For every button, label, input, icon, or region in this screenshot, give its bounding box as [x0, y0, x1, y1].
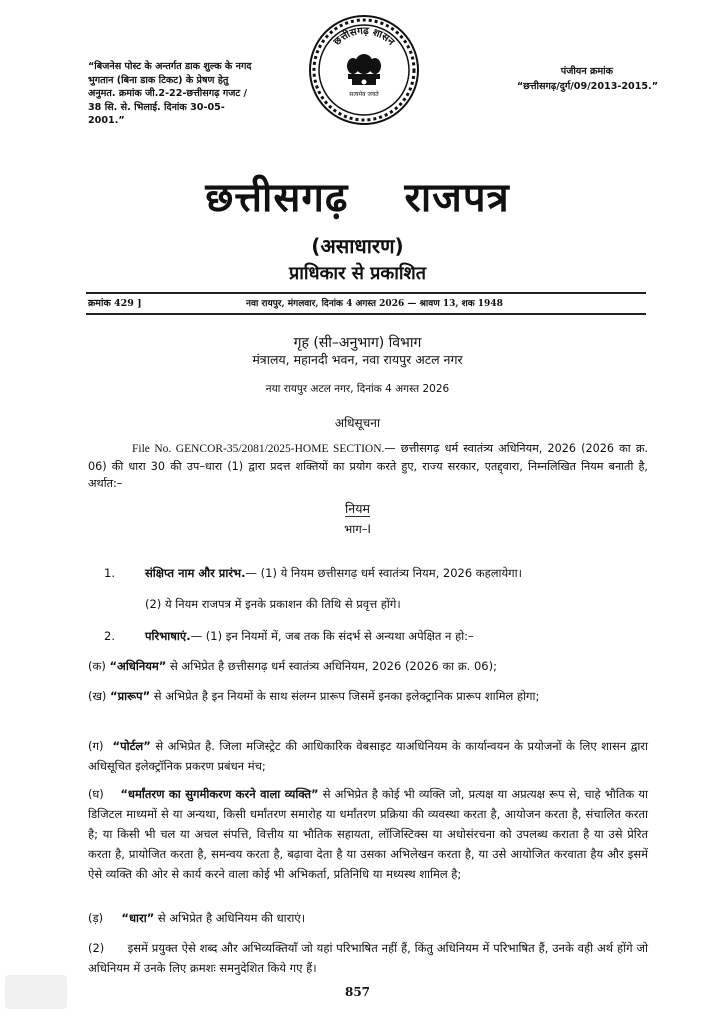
issue-number: क्रमांक 429 ] — [88, 298, 142, 309]
rule-1-text: — (1) ये नियम छत्तीसगढ़ धर्म स्वातंत्र्य नियम, 2026 कहलायेगा। — [245, 566, 522, 580]
state-emblem-seal — [308, 12, 420, 132]
rule-2-text: — (1) इन नियमों में, जब तक कि संदर्भ से अन्यथा अपेक्षित न हो:– — [190, 629, 474, 643]
definition-ga: (ग) “पोर्टल” से अभिप्रेत है. जिला मजिस्ट्रेट की आधिकारिक वेबसाइट याअधिनियम के कार्यान्वयन के प्रयोजनों के लिए शासन द्वारा अधिसूचित इलेक्ट्रॉनिक प्रकरण प्रबंधन मंच; — [88, 739, 648, 773]
definition-term: “प्रारूप” — [110, 689, 151, 703]
rule-1-subrule-2: (2) ये नियम राजपत्र में इनके प्रकाशन की तिथि से प्रवृत्त होंगे। — [145, 597, 401, 611]
registration-block — [478, 64, 658, 94]
definition-ka: (क) “अधिनियम” से अभिप्रेत है छत्तीसगढ़ धर्म स्वातंत्र्य अधिनियम, 2026 (2026 का क्र. 06); — [88, 659, 497, 673]
file-number: File No. GENCOR-35/2081/2025-HOME SECTION. — [132, 443, 385, 455]
rules-heading: नियम — [345, 501, 370, 516]
page-number: 857 — [344, 985, 371, 999]
definition-term: “धारा” — [121, 911, 155, 925]
gazette-extraordinary-label: (असाधारण) — [311, 234, 404, 258]
part-heading: भाग–I — [344, 522, 371, 536]
definition-nga: (ड़) “धारा” से अभिप्रेत है अधिनियम की धाराएं। — [88, 911, 306, 925]
definition-term: “धर्मांतरण का सुगमीकरण करने वाला व्यक्ति” — [120, 787, 319, 801]
rule-2-title: परिभाषाएं. — [145, 629, 191, 643]
definition-term: “अधिनियम” — [109, 659, 167, 673]
rule-2 — [145, 629, 474, 644]
gazette-title-state: छत्तीसगढ़ — [205, 175, 349, 221]
notification-place-date: नया रायपुर अटल नगर, दिनांक 4 अगस्त 2026 — [265, 383, 450, 395]
postal-permission-note: “बिजनेस पोस्ट के अन्तर्गत डाक शुल्क के नगद भुगतान (बिना डाक टिकट) के प्रेषण हेतु अनुमत. क्रमांक जी.2-22-छत्तीसगढ़ गजट / 38 सि. से. भिलाई. दिनांक 30-05-2001.” — [88, 61, 252, 126]
gazette-authority-label: प्राधिकार से प्रकाशित — [288, 263, 427, 284]
department-name: गृह (सी–अनुभाग) विभाग — [293, 335, 422, 351]
rule-2-number: 2. — [104, 629, 115, 643]
rule-1 — [145, 566, 522, 581]
intro-text: — छत्तीसगढ़ धर्म स्वातंत्र्य अधिनियम, 2026 (2026 का क्र. 06) की धारा 30 की उप–धारा (1) द्वारा प्रदत्त शक्तियों का प्रयोग करते हुए, राज्य सरकार, एतद्द्वारा, निम्नलिखित नियम बनाती है, अर्थात:– — [88, 442, 648, 490]
registration-label: पंजीयन क्रमांक — [560, 66, 613, 77]
emblem-motto: सत्यमेव जयते — [349, 91, 379, 98]
definition-kha: (ख) “प्रारूप” से अभिप्रेत है इन नियमों के साथ संलग्न प्रारूप जिसमें इनका इलेक्ट्रानिक प्रारूप शामिल होगा; — [88, 689, 540, 703]
definition-term: “पोर्टल” — [112, 739, 151, 753]
header-divider-top — [86, 292, 646, 294]
rule-1-title: संक्षिप्त नाम और प्रारंभ. — [145, 566, 246, 580]
header-divider-bottom — [86, 313, 646, 315]
rule-2-subrule-2: (2) इसमें प्रयुक्त ऐसे शब्द और अभिव्यक्तियाँ जो यहां परिभाषित नहीं हैं, किंतु अधिनियम में परिभाषित हैं, उनके वही अर्थ होंगे जो अधिनियम में उनके लिए क्रमशः समनुदेशित किये गए हैं। — [88, 941, 648, 975]
notification-heading: अधिसूचना — [334, 416, 381, 430]
definition-gha: (घ) “धर्मांतरण का सुगमीकरण करने वाला व्यक्ति” से अभिप्रेत है कोई भी व्यक्ति जो, प्रत्यक्ष या अप्रत्यक्ष रूप से, चाहे भौतिक या डिजिटल माध्यमों से या अन्यथा, किसी धर्मांतरण समारोह या धर्मांतरण प्रक्रिया की व्यवस्था करता है, आयोजन करता है, संचालित करता है; या किसी भी चल या अचल संपत्ति, वित्तीय या भौतिक सहायता, लॉजिस्टिक्स या अधोसंरचना को उपलब्ध कराता है या उसे प्रेरित करता है, प्रायोजित करता है, समन्वय करता है, बढ़ावा देता है या उसका अभिलेखन करता है, या उसे आयोजित करवाता हैय और इसमें ऐसे व्यक्ति की ओर से कार्य करने वाला कोई भी अभिकर्ता, प्रतिनिधि या मध्यस्थ शामिल है; — [88, 787, 649, 881]
emblem-top-text: छत्तीसगढ़ शासन — [331, 25, 397, 48]
rule-1-number: 1. — [104, 566, 115, 580]
registration-number: “छत्तीसगढ़/दुर्ग/09/2013-2015.” — [516, 81, 658, 92]
issue-date-line: नवा रायपुर, मंगलवार, दिनांक 4 अगस्त 2026 — श्रावण 13, शक 1948 — [246, 299, 503, 309]
gazette-title-rajpatra: राजपत्र — [404, 175, 510, 221]
notification-intro — [88, 440, 648, 492]
svg-text:छत्तीसगढ़ शासन — [331, 26, 396, 49]
gazette-title — [0, 168, 715, 223]
ministry-address: मंत्रालय, महानदी भवन, नवा रायपुर अटल नगर — [252, 352, 463, 367]
